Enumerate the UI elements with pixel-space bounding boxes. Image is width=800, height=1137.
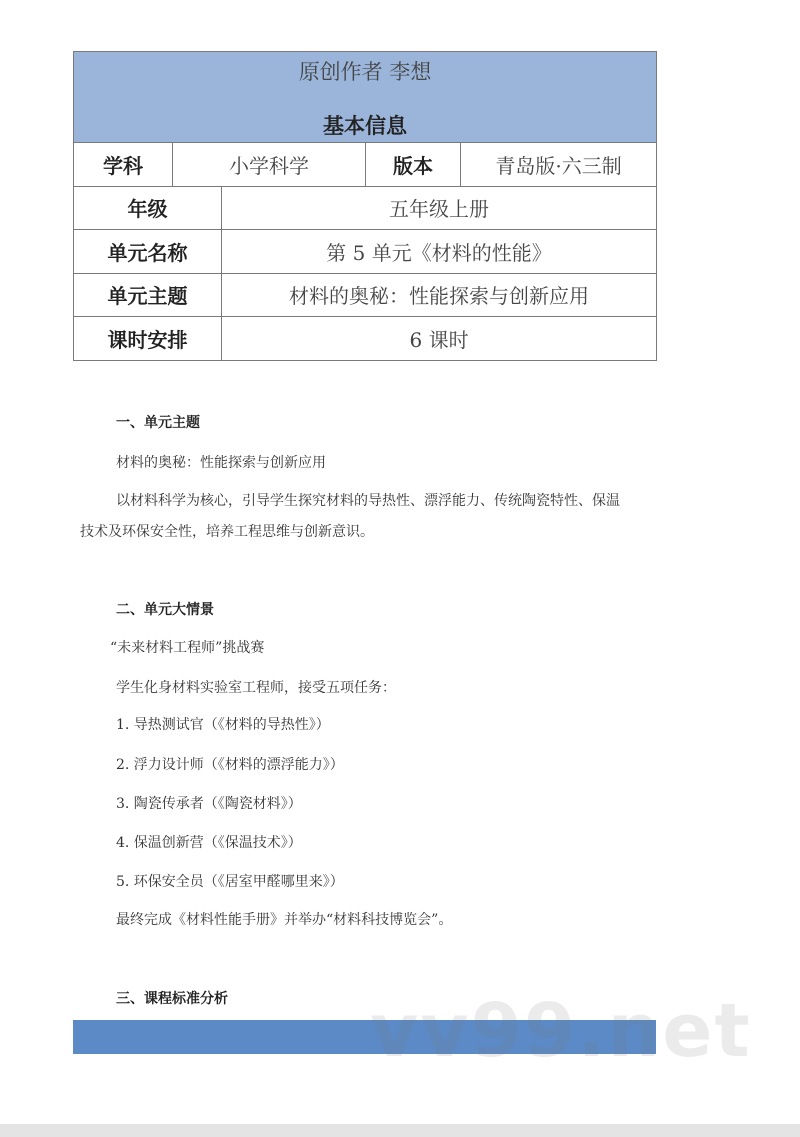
paragraph: 最终完成《材料性能手册》并举办“材料科技博览会”。 (116, 912, 453, 928)
edition-label: 版本 (366, 143, 461, 187)
list-item: 1. 导热测试官（《材料的导热性》） (116, 717, 330, 733)
section3-heading: 三、课程标准分析 (116, 991, 228, 1007)
paragraph: 材料的奥秘：性能探索与创新应用 (116, 455, 326, 471)
subject-value: 小学科学 (173, 143, 366, 187)
section2-heading: 二、单元大情景 (116, 602, 214, 618)
author: 原创作者 李想 (298, 60, 432, 84)
grade-value: 五年级上册 (222, 186, 657, 230)
grade-label: 年级 (74, 186, 222, 230)
hours-value: 6 课时 (222, 317, 657, 361)
table-title: 基本信息 (323, 114, 408, 138)
edition-value: 青岛版·六三制 (461, 143, 657, 187)
basic-info-table (73, 51, 657, 361)
subject-label: 学科 (74, 143, 173, 187)
table-header (74, 52, 657, 143)
paragraph: “未来材料工程师”挑战赛 (110, 640, 265, 656)
list-item: 4. 保温创新营（《保温技术》） (116, 835, 302, 851)
paragraph: 以材料科学为核心，引导学生探究材料的导热性、漂浮能力、传统陶瓷特性、保温 (116, 493, 620, 509)
paragraph: 技术及环保安全性，培养工程思维与创新意识。 (80, 524, 374, 540)
unit-name-value: 第 5 单元《材料的性能》 (222, 230, 657, 274)
unit-theme-label: 单元主题 (74, 273, 222, 317)
list-item: 5. 环保安全员（《居室甲醛哪里来》） (116, 874, 344, 890)
hours-label: 课时安排 (74, 317, 222, 361)
list-item: 3. 陶瓷传承者（《陶瓷材料》） (116, 796, 302, 812)
unit-theme-value: 材料的奥秘：性能探索与创新应用 (222, 273, 657, 317)
unit-name-label: 单元名称 (74, 230, 222, 274)
list-item: 2. 浮力设计师（《材料的漂浮能力》） (116, 757, 344, 773)
paragraph: 学生化身材料实验室工程师，接受五项任务： (116, 680, 396, 696)
watermark: vv99.net (370, 988, 752, 1074)
page-bottom-border (0, 1124, 800, 1137)
section1-heading: 一、单元主题 (116, 415, 200, 431)
